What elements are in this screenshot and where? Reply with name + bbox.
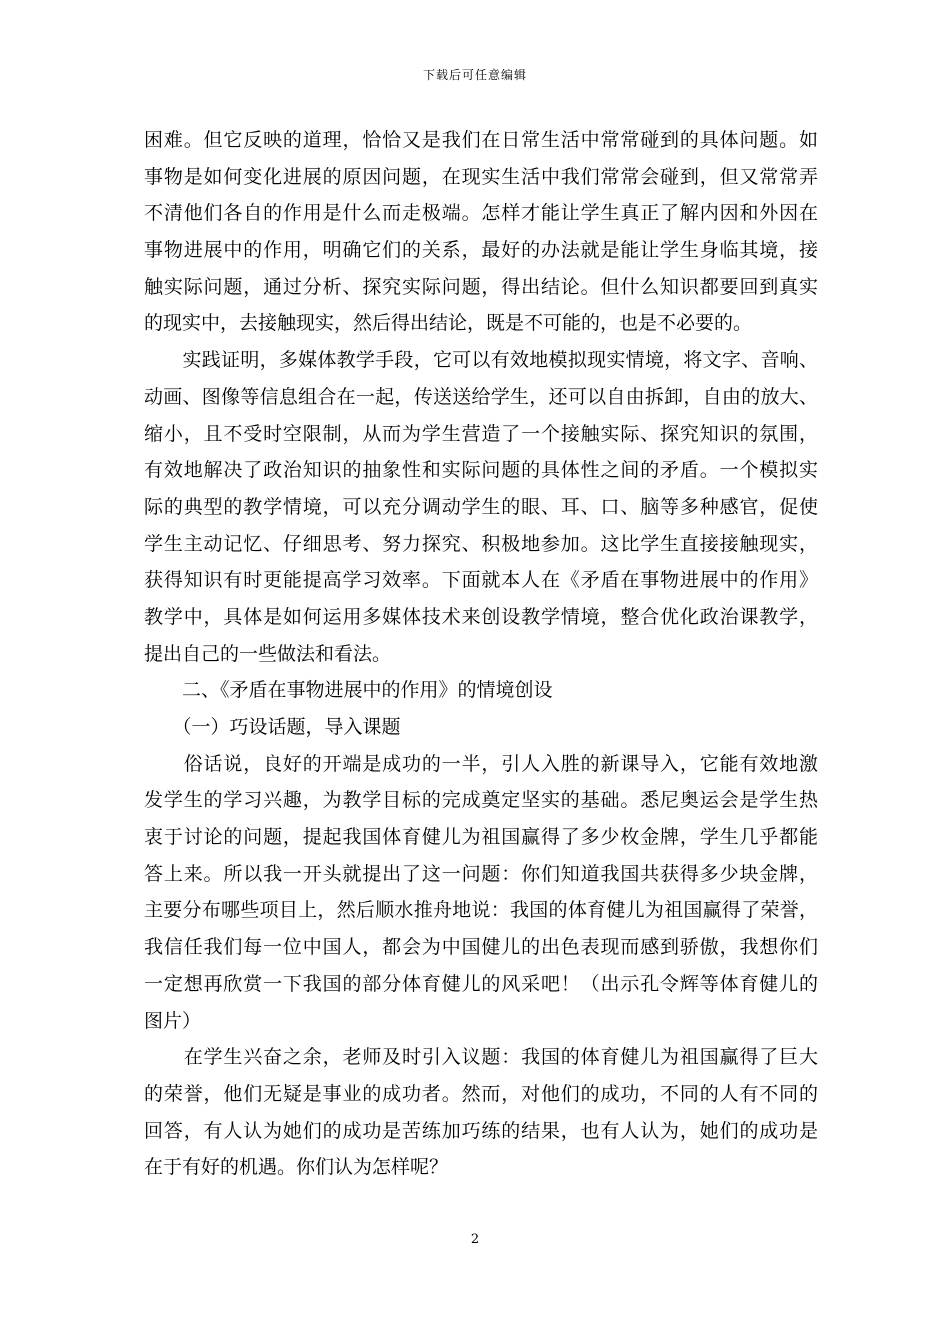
text-line: 提出自己的一些做法和看法。 — [144, 642, 392, 665]
paragraph-1 — [144, 122, 818, 342]
text-line: 动画、图像等信息组合在一起，传送送给学生，还可以自由拆卸，自由的放大、 — [144, 385, 818, 408]
page-number: 2 — [470, 1232, 480, 1247]
text-line: 回答，有人认为她们的成功是苦练加巧练的结果，也有人认为，她们的成功是 — [144, 1119, 818, 1142]
text-line: 获得知识有时更能提高学习效率。下面就本人在《矛盾在事物进展中的作用》 — [144, 569, 818, 592]
text-line: 一定想再欣赏一下我国的部分体育健儿的风采吧！（出示孔令辉等体育健儿的 — [144, 972, 818, 995]
document-body — [144, 122, 818, 1186]
subsection-heading — [144, 709, 818, 746]
text-line: 学生主动记忆、仔细思考、努力探究、积极地参加。这比学生直接接触现实， — [144, 532, 818, 555]
text-line: 困难。但它反映的道理，恰恰又是我们在日常生活中常常碰到的具体问题。如 — [144, 129, 818, 151]
text-line: 事物是如何变化进展的原因问题，在现实生活中我们常常会碰到，但又常常弄 — [144, 165, 818, 188]
text-line: 事物进展中的作用，明确它们的关系，最好的办法就是能让学生身临其境，接 — [144, 239, 818, 262]
text-line: 触实际问题，通过分析、探究实际问题，得出结论。但什么知识都要回到真实 — [144, 275, 818, 298]
text-line: 俗话说，良好的开端是成功的一半，引人入胜的新课导入，它能有效地激 — [144, 752, 818, 775]
text-line: 我信任我们每一位中国人，都会为中国健儿的出色表现而感到骄傲，我想你们 — [144, 936, 818, 959]
text-line: 有效地解决了政治知识的抽象性和实际问题的具体性之间的矛盾。一个模拟实 — [144, 459, 818, 482]
text-line: 缩小，且不受时空限制，从而为学生营造了一个接触实际、探究知识的氛围， — [144, 422, 818, 445]
text-line: 的荣誉，他们无疑是事业的成功者。然而，对他们的成功，不同的人有不同的 — [144, 1082, 818, 1105]
text-line: 在于有好的机遇。你们认为怎样呢？ — [144, 1156, 449, 1179]
section-heading — [144, 672, 818, 709]
text-line: 图片） — [144, 1009, 202, 1032]
text-line: 主要分布哪些项目上，然后顺水推舟地说：我国的体育健儿为祖国赢得了荣誉， — [144, 899, 818, 922]
text-line: 的现实中，去接触现实，然后得出结论，既是不可能的，也是不必要的。 — [144, 312, 753, 335]
text-line: 发学生的学习兴趣，为教学目标的完成奠定坚实的基础。悉尼奥运会是学生热 — [144, 789, 818, 812]
text-line: 衷于讨论的问题，提起我国体育健儿为祖国赢得了多少枚金牌，学生几乎都能 — [144, 826, 818, 849]
text-line: 不清他们各自的作用是什么而走极端。怎样才能让学生真正了解内因和外因在 — [144, 202, 818, 225]
text-line: 教学中，具体是如何运用多媒体技术来创设教学情境，整合优化政治课教学， — [144, 605, 818, 628]
text-line: （一）巧设话题，导入课题 — [144, 716, 401, 738]
text-line: 在学生兴奋之余，老师及时引入议题：我国的体育健儿为祖国赢得了巨大 — [144, 1046, 818, 1069]
page-header: 下载后可任意编辑 — [422, 68, 527, 82]
paragraph-3 — [144, 746, 818, 1040]
text-line: 二、《矛盾在事物进展中的作用》的情境创设 — [144, 679, 553, 702]
paragraph-4 — [144, 1039, 818, 1186]
paragraph-2 — [144, 342, 818, 672]
text-line: 答上来。所以我一开头就提出了这一问题：你们知道我国共获得多少块金牌， — [144, 862, 818, 885]
text-line: 际的典型的教学情境，可以充分调动学生的眼、耳、口、脑等多种感官，促使 — [144, 495, 818, 518]
text-line: 实践证明，多媒体教学手段，它可以有效地模拟现实情境，将文字、音响、 — [144, 349, 818, 372]
